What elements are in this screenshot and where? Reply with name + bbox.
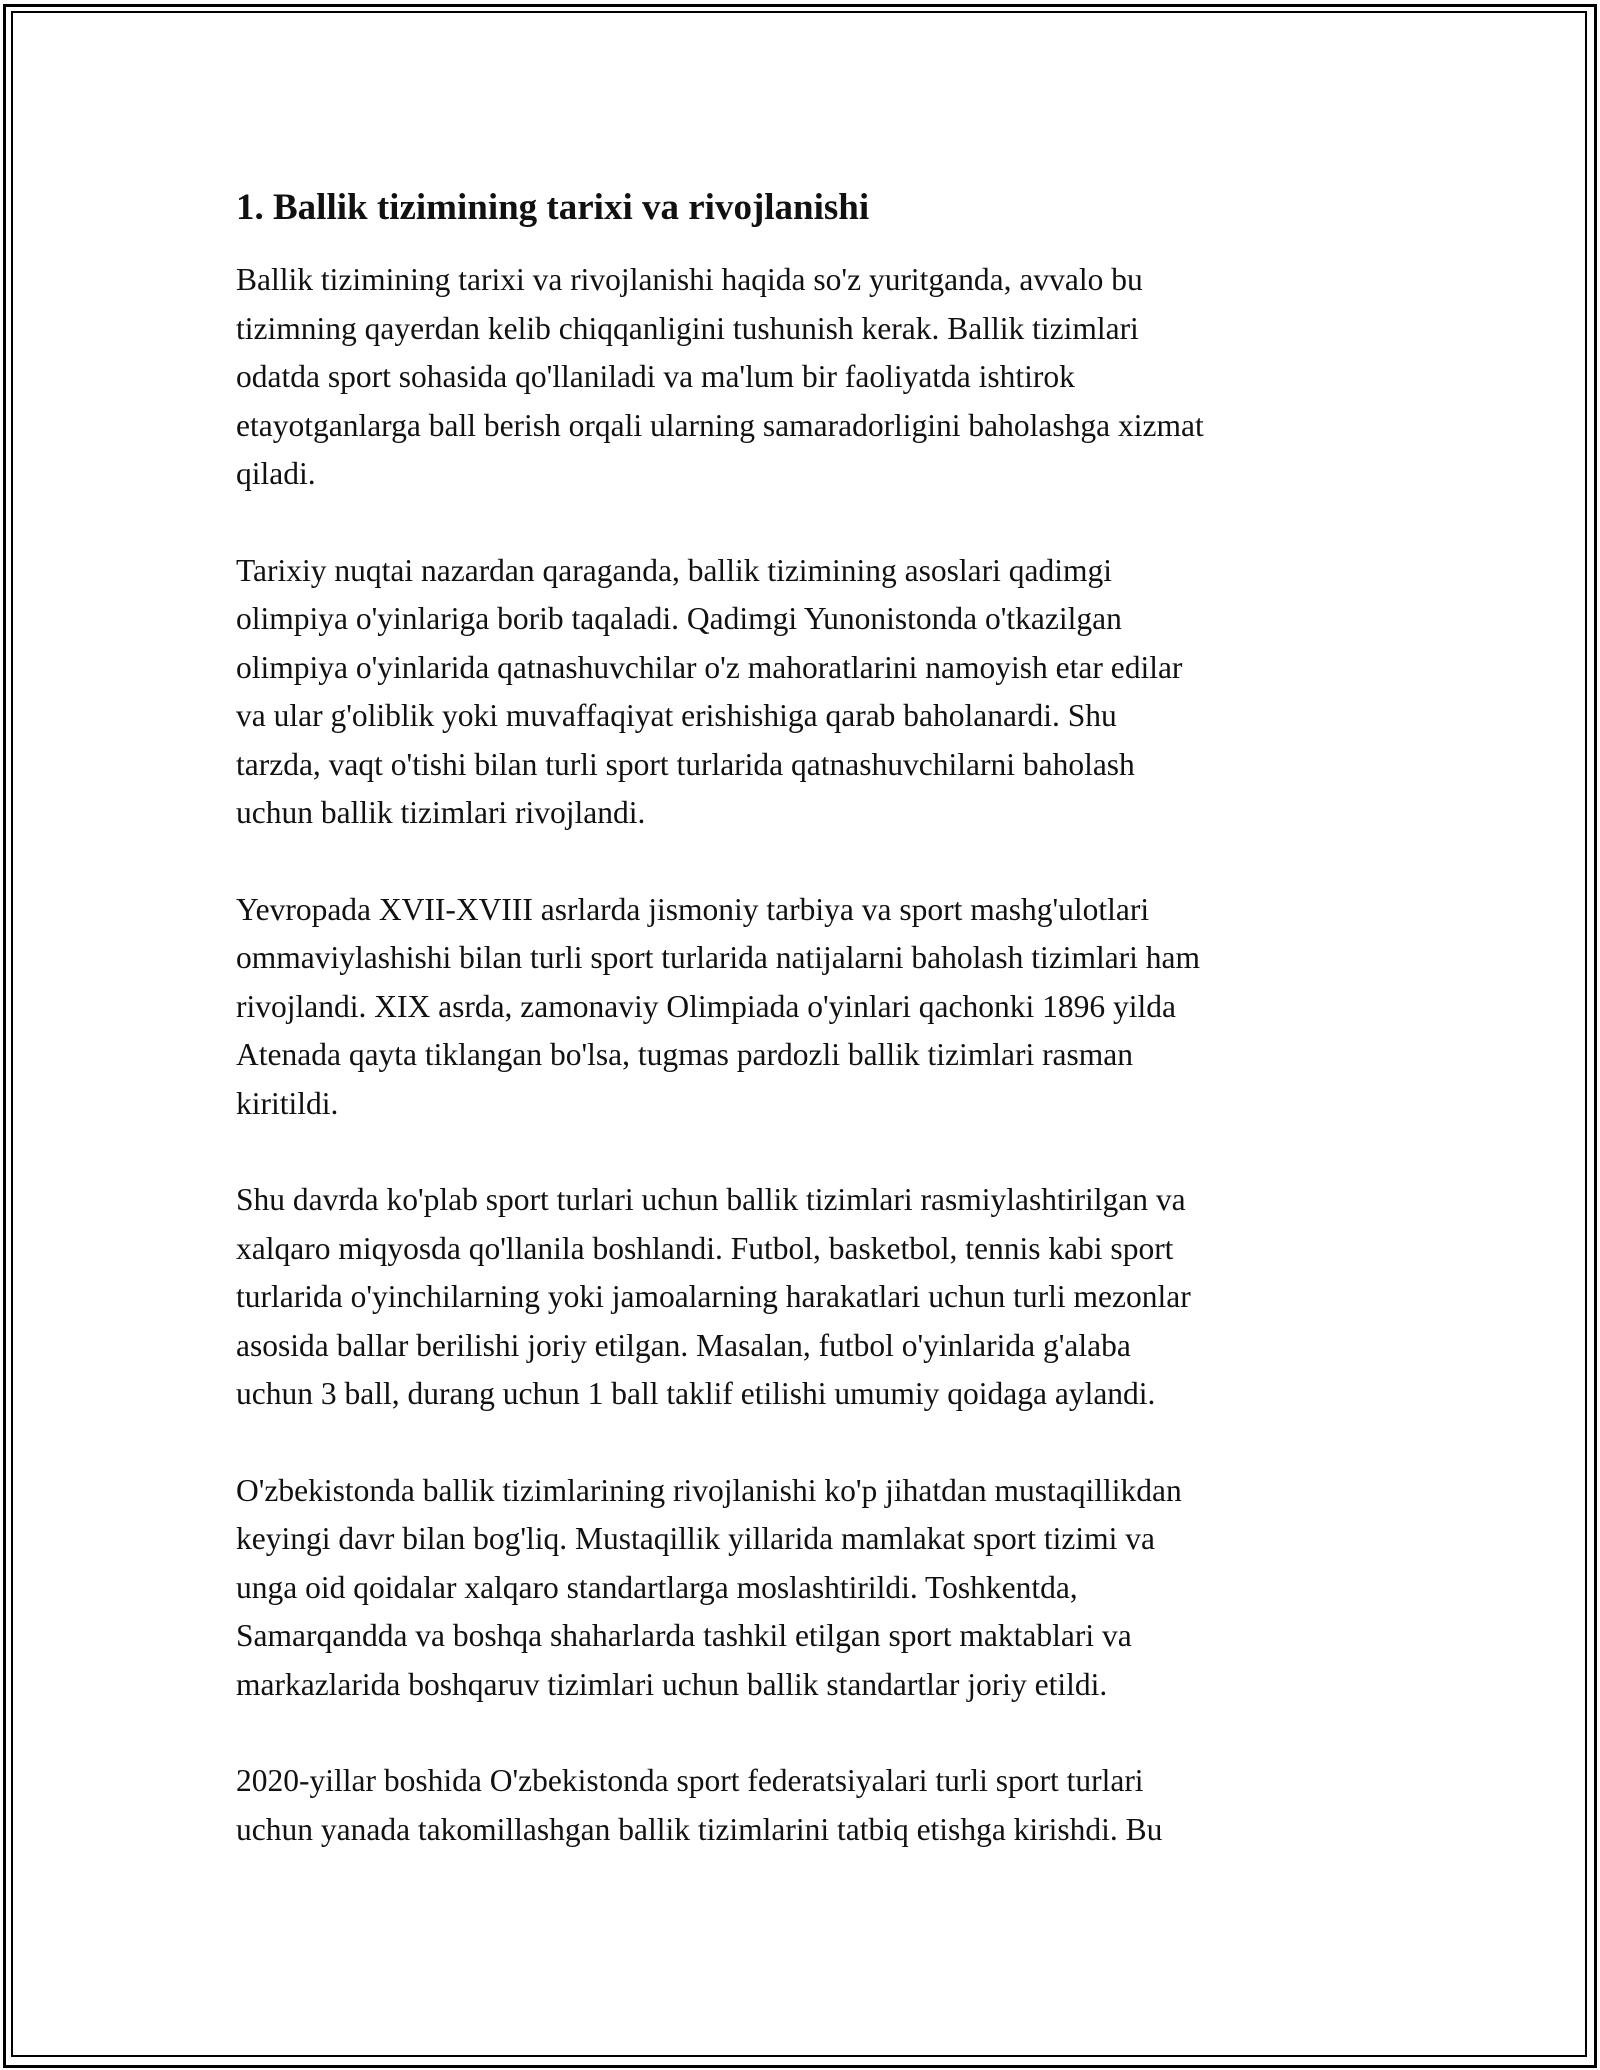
text-line: rivojlandi. XIX asrda, zamonaviy Olimpiada o'yinlari qachonki 1896 yilda (236, 988, 1176, 1024)
paragraph-4 (236, 1176, 1386, 1419)
text-line: turlarida o'yinchilarning yoki jamoalarning harakatlari uchun turli mezonlar (236, 1279, 1191, 1314)
text-line: va ular g'oliblik yoki muvaffaqiyat erishishiga qarab baholanardi. Shu (236, 698, 1117, 733)
paragraph-3 (236, 886, 1386, 1129)
text-line: tarzda, vaqt o'tishi bilan turli sport turlarida qatnashuvchilarni baholash (236, 746, 1135, 782)
text-line: etayotganlarga ball berish orqali ularning samaradorligini baholashga xizmat (236, 407, 1204, 443)
text-line: unga oid qoidalar xalqaro standartlarga moslashtirildi. Toshkentda, (236, 1569, 1078, 1605)
paragraph-6 (236, 1757, 1386, 1854)
paragraph-2 (236, 547, 1386, 838)
text-line: uchun yanada takomillashgan ballik tizimlarini tatbiq etishga kirishdi. Bu (236, 1811, 1163, 1847)
paragraph-5 (236, 1467, 1386, 1710)
text-line: Yevropada XVII-XVIII asrlarda jismoniy tarbiya va sport mashg'ulotlari (236, 891, 1150, 927)
text-line: Ballik tizimining tarixi va rivojlanishi haqida so'z yuritganda, avvalo bu (236, 262, 1143, 297)
text-line: markazlarida boshqaruv tizimlari uchun ballik standartlar joriy etildi. (236, 1666, 1108, 1702)
text-line: kiritildi. (236, 1085, 339, 1121)
text-line: Samarqandda va boshqa shaharlarda tashkil etilgan sport maktablari va (236, 1618, 1132, 1653)
paragraph-1 (236, 256, 1386, 499)
text-line: keyingi davr bilan bog'liq. Mustaqillik yillarida mamlakat sport tizimi va (236, 1521, 1156, 1556)
text-line: O'zbekistonda ballik tizimlarining rivojlanishi ko'p jihatdan mustaqillikdan (236, 1472, 1182, 1508)
text-line: odatda sport sohasida qo'llaniladi va ma'lum bir faoliyatda ishtirok (236, 359, 1075, 394)
text-line: olimpiya o'yinlariga borib taqaladi. Qadimgi Yunonistonda o'tkazilgan (236, 601, 1122, 636)
text-line: qiladi. (236, 456, 316, 491)
document-body (236, 185, 1386, 1902)
text-line: 2020-yillar boshida O'zbekistonda sport federatsiyalari turli sport turlari (236, 1763, 1144, 1798)
text-line: uchun 3 ball, durang uchun 1 ball taklif etilishi umumiy qoidaga aylandi. (236, 1376, 1156, 1411)
text-line: tizimning qayerdan kelib chiqqanligini tushunish kerak. Ballik tizimlari (236, 310, 1139, 346)
text-line: uchun ballik tizimlari rivojlandi. (236, 795, 646, 830)
text-line: Tarixiy nuqtai nazardan qaraganda, ballik tizimining asoslari qadimgi (236, 552, 1113, 588)
text-line: ommaviylashishi bilan turli sport turlarida natijalarni baholash tizimlari ham (236, 940, 1201, 975)
text-line: asosida ballar berilishi joriy etilgan. Masalan, futbol o'yinlarida g'alaba (236, 1327, 1131, 1363)
text-line: Shu davrda ko'plab sport turlari uchun ballik tizimlari rasmiylashtirilgan va (236, 1182, 1186, 1217)
section-heading: 1. Ballik tizimining tarixi va rivojlanishi (236, 187, 870, 228)
text-line: xalqaro miqyosda qo'llanila boshlandi. Futbol, basketbol, tennis kabi sport (236, 1230, 1174, 1266)
text-line: Atenada qayta tiklangan bo'lsa, tugmas pardozli ballik tizimlari rasman (236, 1037, 1134, 1072)
text-line: olimpiya o'yinlarida qatnashuvchilar o'z mahoratlarini namoyish etar edilar (236, 649, 1183, 685)
